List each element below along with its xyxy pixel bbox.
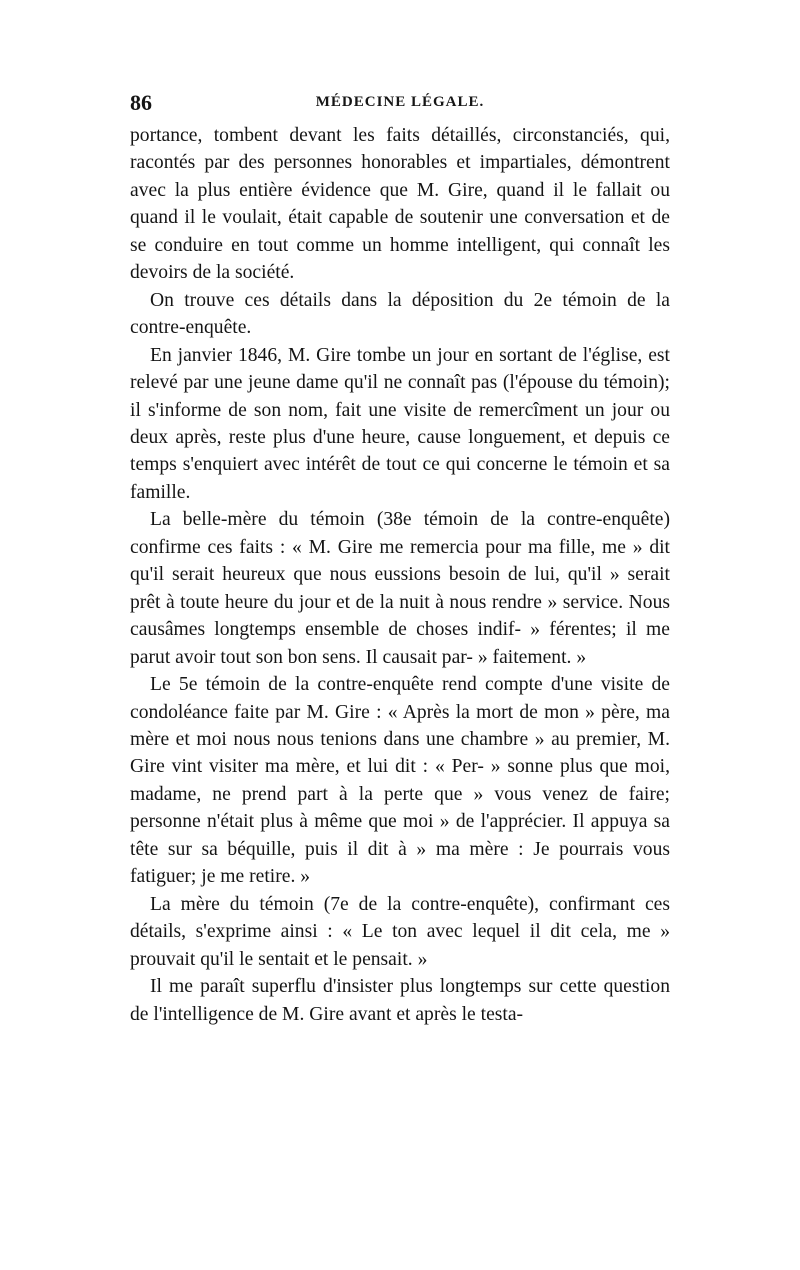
- paragraph-continuation: portance, tombent devant les faits détaillés, circonstanciés, qui, racontés par des personnes honorables et impartiales, démontrent avec la plus entière évidence que M. Gire, quand il le fallait ou quand il le voulait, était capable de soutenir une conversation et de se conduire en tout comme un homme intelligent, qui connaît les devoirs de la société.: [130, 125, 670, 284]
- paragraph: En janvier 1846, M. Gire tombe un jour en sortant de l'église, est relevé par une jeune dame qu'il ne connaît pas (l'épouse du témoin); il s'informe de son nom, fait une visite de remercîment un jour ou deux après, reste plus d'une heure, cause longuement, et depuis ce temps s'enquiert avec intérêt de tout ce qui concerne le témoin et sa famille.: [130, 344, 670, 503]
- page-number: 86: [130, 90, 152, 115]
- paragraph: La belle-mère du témoin (38e témoin de la contre-enquête) confirme ces faits : « M. Gire me remercia pour ma fille, me » dit qu'il serait heureux que nous eussions besoin de lui, qu'il » serait prêt à toute heure du jour et de la nuit à nous rendre » service. Nous causâmes longtemps ensemble de choses indif- » férentes; il me parut avoir tout son bon sens. Il causait par- » faitement. »: [130, 509, 670, 668]
- running-title: MÉDECINE LÉGALE.: [315, 94, 485, 110]
- paragraph: Il me paraît superflu d'insister plus longtemps sur cette question de l'intelligence de M. Gire avant et après le testa-: [130, 976, 670, 1025]
- paragraph: Le 5e témoin de la contre-enquête rend compte d'une visite de condoléance faite par M. Gire : « Après la mort de mon » père, ma mère et moi nous nous tenions dans une chambre » au premier, M. Gire vint visiter ma mère, et lui dit : « Per- » sonne plus que moi, madame, ne prend part à la perte que » vous venez de faire; personne n'était plus à même que moi » de l'apprécier. Il appuya sa tête sur sa béquille, puis il dit à » ma mère : Je pourrais vous fatiguer; je me retire. »: [130, 674, 670, 888]
- paragraph: On trouve ces détails dans la déposition du 2e témoin de la contre-enquête.: [130, 289, 670, 339]
- body-text: [130, 122, 670, 1028]
- page-header: [130, 88, 670, 118]
- book-page: [130, 88, 670, 1028]
- paragraph: La mère du témoin (7e de la contre-enquête), confirmant ces détails, s'exprime ainsi : « Le ton avec lequel il dit cela, me » prouvait qu'il le sentait et le pensait. »: [130, 893, 670, 970]
